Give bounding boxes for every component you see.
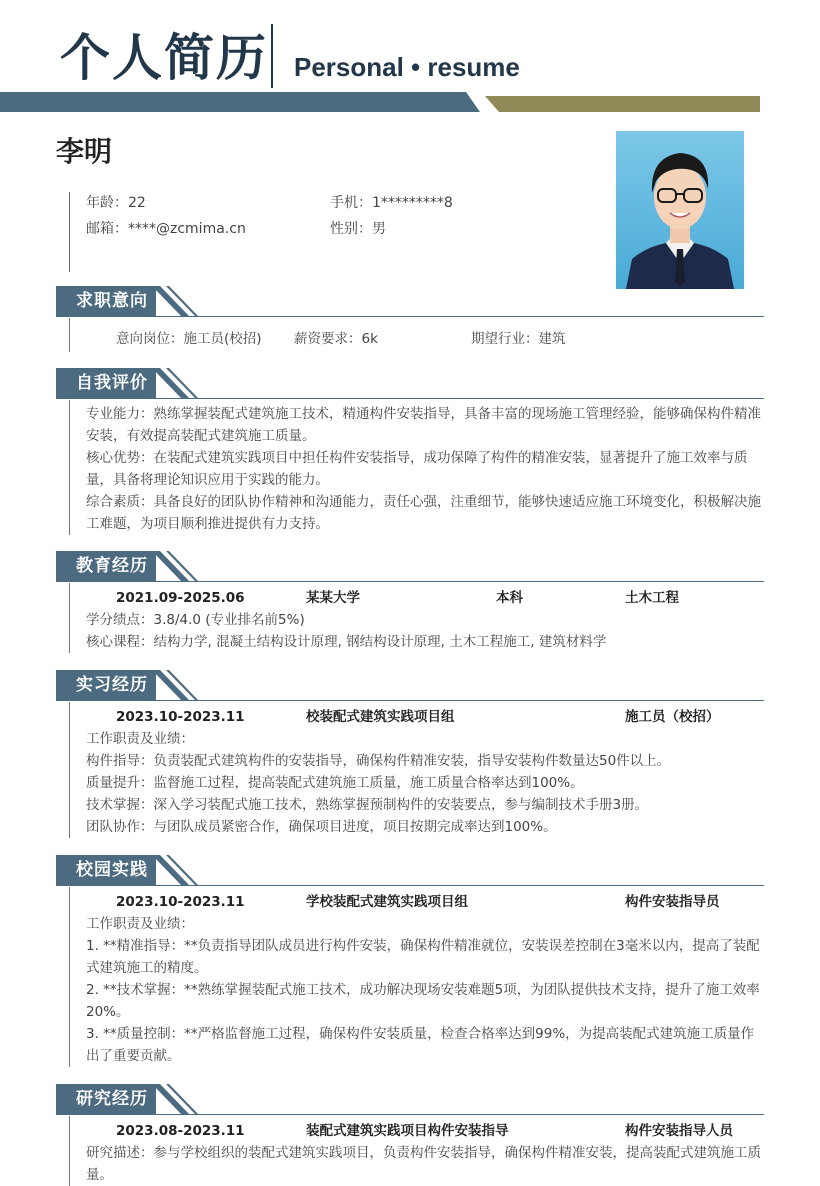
- gender-label: 性别：: [330, 221, 372, 237]
- section-stripes-icon: [152, 855, 200, 886]
- section-body: [56, 400, 764, 535]
- campus-duty-label: 工作职责及业绩：: [86, 916, 194, 932]
- internship-org: 校装配式建筑实践项目组: [306, 709, 455, 725]
- email-value: ****@zcmima.cn: [128, 221, 246, 237]
- section-evaluation: [56, 368, 764, 535]
- section-rule: [56, 700, 764, 701]
- header-divider: [271, 24, 273, 88]
- research-desc: 研究描述：参与学校组织的装配式建筑实践项目，负责构件安装指导，确保构件精准安装，提高装配式建筑施工质量。: [86, 1145, 761, 1183]
- section-header: [56, 855, 764, 887]
- age-label: 年龄：: [86, 195, 128, 211]
- research-role: 构件安装指导人员: [625, 1123, 733, 1139]
- campus-date: 2023.10-2023.11: [116, 894, 245, 910]
- section-title: 实习经历: [76, 675, 148, 695]
- section-body: [56, 887, 764, 1067]
- internship-role: 施工员（校招）: [625, 709, 720, 725]
- phone-value: 1*********8: [372, 195, 453, 211]
- header-band-right: [485, 96, 760, 112]
- section-research: [56, 1084, 764, 1186]
- age-field: [86, 193, 146, 213]
- resume-subtitle: Personal • resume: [294, 52, 520, 82]
- phone-field: [330, 193, 453, 213]
- intent-salary: 薪资要求：6k: [294, 331, 378, 347]
- resume-title: 个人简历: [60, 29, 268, 87]
- evaluation-line: 综合素质：具备良好的团队协作精神和沟通能力，责任心强，注重细节，能够快速适应施工环境变化，积极解决施工难题，为项目顺利推进提供有力支持。: [86, 494, 761, 532]
- candidate-name: 李明: [56, 135, 113, 168]
- internship-line: 技术掌握：深入学习装配式施工技术，熟练掌握预制构件的安装要点，参与编制技术手册3册。: [86, 797, 649, 813]
- education-gpa: 学分绩点：3.8/4.0 (专业排名前5%): [86, 612, 305, 628]
- section-education: [56, 551, 764, 653]
- section-title: 自我评价: [76, 373, 148, 393]
- portrait-image: [616, 131, 744, 289]
- intent-row: [86, 328, 764, 350]
- education-courses: 核心课程：结构力学, 混凝土结构设计原理, 钢结构设计原理, 土木工程施工, 建筑材料学: [86, 634, 607, 650]
- internship-date: 2023.10-2023.11: [116, 709, 245, 725]
- research-org: 装配式建筑实践项目构件安装指导: [306, 1123, 509, 1139]
- section-rule: [56, 885, 764, 886]
- section-rule: [56, 581, 764, 582]
- internship-line: 团队协作：与团队成员紧密合作，确保项目进度，项目按期完成率达到100%。: [86, 819, 557, 835]
- gender-field: [330, 219, 386, 239]
- internship-line: 质量提升：监督施工过程，提高装配式建筑施工质量，施工质量合格率达到100%。: [86, 775, 584, 791]
- education-school: 某某大学: [306, 590, 360, 606]
- intent-industry: 期望行业：建筑: [471, 331, 566, 347]
- phone-label: 手机：: [330, 195, 372, 211]
- section-header: [56, 551, 764, 583]
- campus-org: 学校装配式建筑实践项目组: [306, 894, 468, 910]
- section-stripes-icon: [152, 286, 200, 317]
- section-title: 研究经历: [76, 1089, 148, 1109]
- profile-photo: [616, 131, 744, 289]
- section-stripes-icon: [152, 551, 200, 582]
- evaluation-line: 专业能力：熟练掌握装配式建筑施工技术，精通构件安装指导，具备丰富的现场施工管理经验，能够确保构件精准安装，有效提高装配式建筑施工质量。: [86, 406, 761, 444]
- section-rule: [56, 1114, 764, 1115]
- email-label: 邮箱：: [86, 221, 128, 237]
- email-field: [86, 219, 246, 239]
- section-stripes-icon: [152, 670, 200, 701]
- campus-line: 1. **精准指导：**负责指导团队成员进行构件安装，确保构件精准就位，安装误差控制在3毫米以内，提高了装配式建筑施工的精度。: [86, 938, 760, 976]
- campus-role: 构件安装指导员: [625, 894, 720, 910]
- education-date: 2021.09-2025.06: [116, 590, 245, 606]
- section-body: [56, 1116, 764, 1186]
- section-rule: [56, 398, 764, 399]
- education-row: [86, 587, 764, 609]
- campus-row: [86, 891, 764, 913]
- campus-line: 2. **技术掌握：**熟练掌握装配式施工技术，成功解决现场安装难题5项，为团队提供技术支持，提升了施工效率20%。: [86, 982, 760, 1020]
- section-internship: [56, 670, 764, 838]
- gender-value: 男: [372, 221, 386, 237]
- section-body: [56, 583, 764, 653]
- internship-line: 构件指导：负责装配式建筑构件的安装指导，确保构件精准安装，指导安装构件数量达50件以上。: [86, 753, 671, 769]
- section-header: [56, 286, 764, 318]
- section-body: [56, 318, 764, 352]
- section-header: [56, 1084, 764, 1116]
- section-body: [56, 702, 764, 838]
- internship-duty-label: 工作职责及业绩：: [86, 731, 194, 747]
- internship-row: [86, 706, 764, 728]
- section-header: [56, 368, 764, 400]
- campus-line: 3. **质量控制：**严格监督施工过程，确保构件安装质量，检查合格率达到99%，为提高装配式建筑施工质量作出了重要贡献。: [86, 1026, 755, 1064]
- section-title: 校园实践: [76, 860, 148, 880]
- info-divider: [69, 192, 70, 272]
- section-header: [56, 670, 764, 702]
- research-row: [86, 1120, 764, 1142]
- header-band-left: [0, 92, 480, 112]
- intent-position: 意向岗位：施工员(校招): [116, 331, 262, 347]
- section-title: 求职意向: [76, 291, 148, 311]
- education-major: 土木工程: [625, 590, 679, 606]
- section-stripes-icon: [152, 368, 200, 399]
- section-rule: [56, 316, 764, 317]
- section-campus: [56, 855, 764, 1067]
- section-intent: [56, 286, 764, 352]
- education-degree: 本科: [496, 590, 523, 606]
- evaluation-line: 核心优势：在装配式建筑实践项目中担任构件安装指导，成功保障了构件的精准安装，显著提升了施工效率与质量，具备将理论知识应用于实践的能力。: [86, 450, 748, 488]
- research-date: 2023.08-2023.11: [116, 1123, 245, 1139]
- section-title: 教育经历: [76, 556, 148, 576]
- age-value: 22: [128, 195, 146, 211]
- section-stripes-icon: [152, 1084, 200, 1115]
